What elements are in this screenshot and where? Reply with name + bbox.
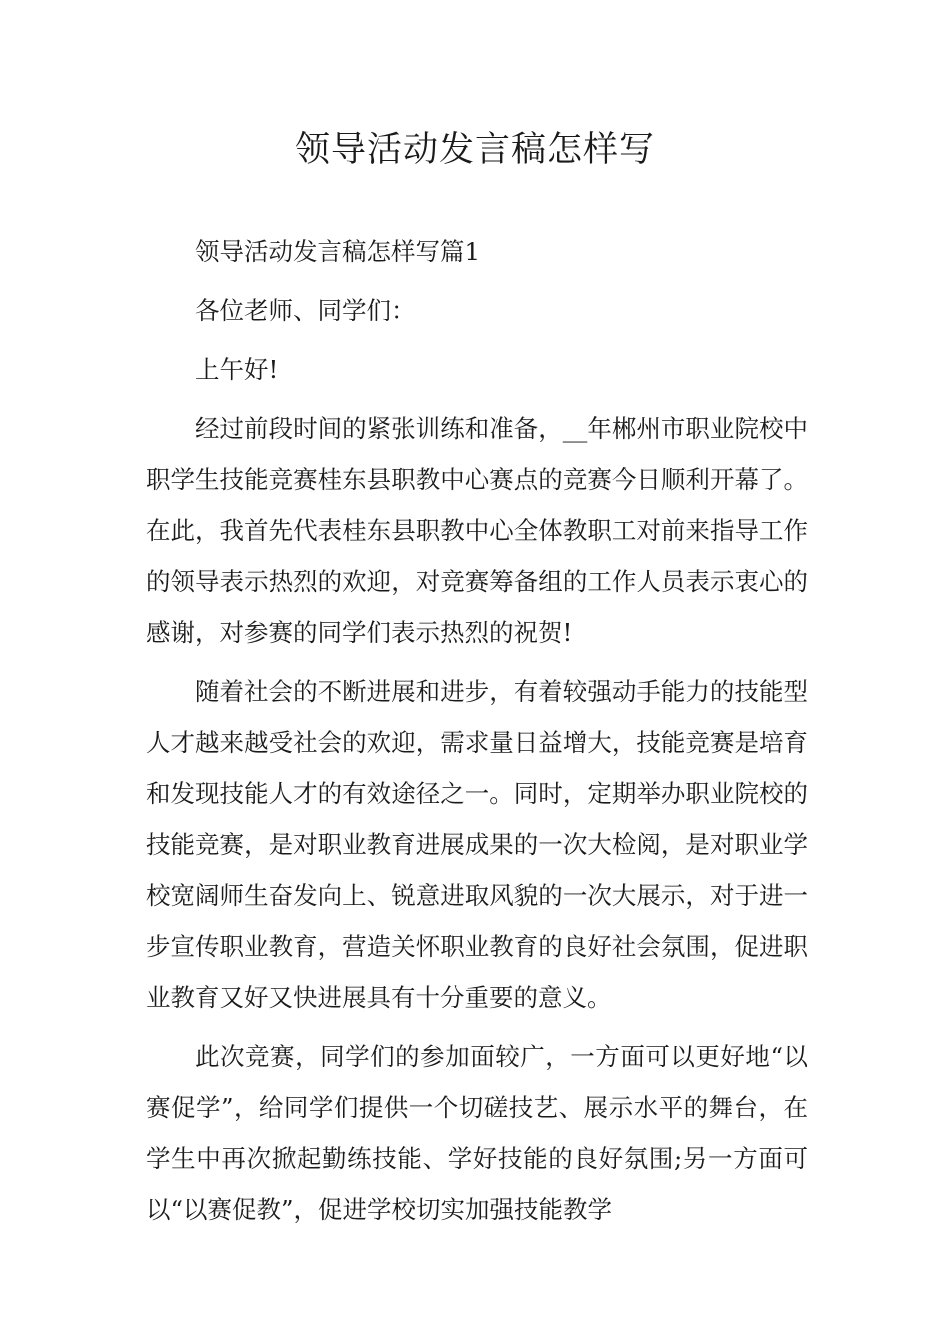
paragraph-competition: 此次竞赛，同学们的参加面较广，一方面可以更好地“以赛促学”，给同学们提供一个切磋技艺、展示水平的舞台，在学生中再次掀起勤练技能、学好技能的良好氛围;另一方面可以“以赛促教”，促进学校切实加强技能教学 [146,1042,808,1224]
greeting: 上午好! [195,355,279,384]
document-title: 领导活动发言稿怎样写 [294,130,655,170]
salutation: 各位老师、同学们： [195,296,416,325]
section-heading: 领导活动发言稿怎样写篇1 [195,237,481,266]
paragraph-opening: 经过前段时间的紧张训练和准备，__年郴州市职业院校中职学生技能竞赛桂东县职教中心赛点的竞赛今日顺利开幕了。在此，我首先代表桂东县职教中心全体教职工对前来指导工作的领导表示热烈的欢迎，对竞赛筹备组的工作人员表示衷心的感谢，对参赛的同学们表示热烈的祝贺! [146,414,808,647]
document-body [146,226,808,1235]
paragraph-significance: 随着社会的不断进展和进步，有着较强动手能力的技能型人才越来越受社会的欢迎，需求量日益增大，技能竞赛是培育和发现技能人才的有效途径之一。同时，定期举办职业院校的技能竞赛，是对职业教育进展成果的一次大检阅，是对职业学校宽阔师生奋发向上、锐意进取风貌的一次大展示，对于进一步宣传职业教育，营造关怀职业教育的良好社会氛围，促进职业教育又好又快进展具有十分重要的意义。 [146,677,808,1012]
